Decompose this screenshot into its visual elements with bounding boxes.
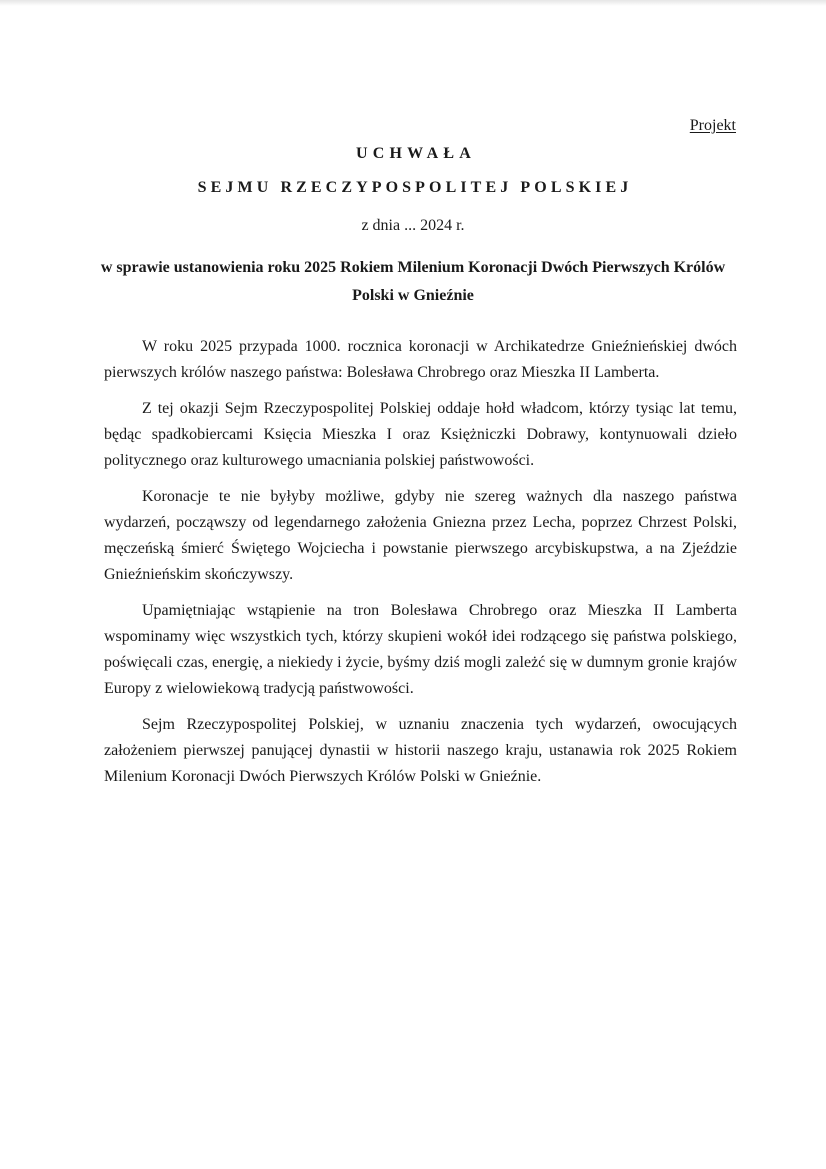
scan-top-edge: [0, 0, 826, 6]
status-label: Projekt: [689, 117, 736, 134]
paragraph: Koronacje te nie byłyby możliwe, gdyby nie szereg ważnych dla naszego państwa wydarzeń, począwszy od legendarnego założenia Gniezna przez Lecha, poprzez Chrzest Polski, męczeńską śmierć Świętego Wojciecha i powstanie pierwszego arcybiskupstwa, a na Zjeździe Gnieźnieńskim skończywszy.: [104, 488, 737, 583]
paragraph: Z tej okazji Sejm Rzeczypospolitej Polskiej oddaje hołd władcom, którzy tysiąc lat temu, będąc spadkobiercami Księcia Mieszka I oraz Księżniczki Dobrawy, kontynuowali dzieło politycznego oraz kulturowego umacniania polskiej państwowości.: [104, 400, 737, 469]
document-subject: w sprawie ustanowienia roku 2025 Rokiem Milenium Koronacji Dwóch Pierwszych Królów Polski w Gnieźnie: [100, 259, 726, 304]
paragraph: Sejm Rzeczypospolitej Polskiej, w uznaniu znaczenia tych wydarzeń, owocujących założeniem pierwszej panującej dynastii w historii naszego kraju, ustanawia rok 2025 Rokiem Milenium Koronacji Dwóch Pierwszych Królów Polski w Gnieźnie.: [104, 716, 737, 785]
paragraph: W roku 2025 przypada 1000. rocznica koronacji w Archikatedrze Gnieźnieńskiej dwóch pierwszych królów naszego państwa: Bolesława Chrobrego oraz Mieszka II Lamberta.: [104, 338, 737, 381]
document-date: z dnia ... 2024 r.: [361, 217, 465, 234]
document-issuer: SEJMU RZECZYPOSPOLITEJ POLSKIEJ: [197, 179, 633, 196]
document-body: [104, 334, 737, 800]
document-title: UCHWAŁA: [356, 145, 476, 162]
paragraph: Upamiętniając wstąpienie na tron Bolesława Chrobrego oraz Mieszka II Lamberta wspominamy więc wszystkich tych, którzy skupieni wokół idei rodzącego się państwa polskiego, poświęcali czas, energię, a niekiedy i życie, byśmy dziś mogli zależć się w dumnym gronie krajów Europy z wielowiekową tradycją państwowości.: [104, 602, 737, 697]
